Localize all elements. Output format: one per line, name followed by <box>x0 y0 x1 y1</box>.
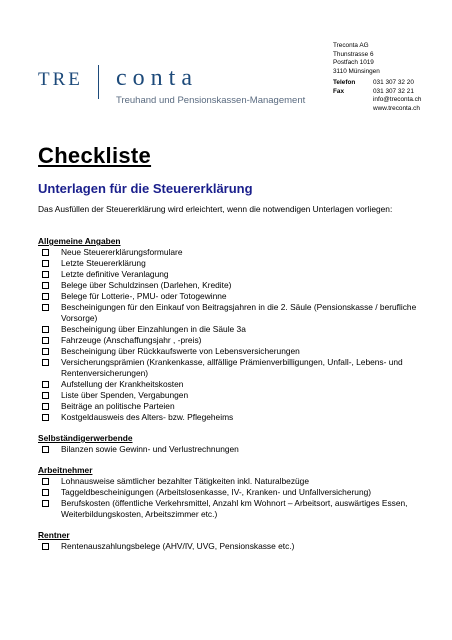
checklist-item-text: Bescheinigung über Rückkaufswerte von Lebensversicherungen <box>61 346 300 356</box>
company-address <box>333 42 380 76</box>
checkbox-icon[interactable] <box>42 282 49 289</box>
checklist-item-text: Versicherungsprämien (Krankenkasse, allfällige Prämienverbilligungen, Unfall-, Lebens- und Rentenversicherungen) <box>61 357 403 378</box>
contact-label <box>333 96 373 105</box>
checklist-item-text: Berufskosten (öffentliche Verkehrsmittel, Anzahl km Wohnort – Arbeitsort, auswärtiges Essen, Weiterbildungskosten, Arbeitszimmer etc.) <box>61 498 408 519</box>
logo-text-tre: TRE <box>38 69 83 90</box>
checklist-item-text: Fahrzeuge (Anschaffungsjahr , -preis) <box>61 335 202 345</box>
checklist-item <box>38 258 438 269</box>
checklist-item-text: Bescheinigung über Einzahlungen in die Säule 3a <box>61 324 246 334</box>
checklist-item <box>38 390 438 401</box>
checklist-item <box>38 302 438 324</box>
section-title: Arbeitnehmer <box>38 465 93 475</box>
checklist-item-text: Bescheinigungen für den Einkauf von Beitragsjahren in die 2. Säule (Pensionskasse / berufliche Vorsorge) <box>61 302 417 323</box>
contact-value[interactable]: info@treconta.ch <box>373 96 422 103</box>
section-title: Selbständigerwerbende <box>38 433 133 443</box>
address-line: Postfach 1019 <box>333 59 374 66</box>
address-line: 3110 Münsingen <box>333 67 380 75</box>
checklist-item-text: Liste über Spenden, Vergabungen <box>61 390 189 400</box>
address-line: Thunstrasse 6 <box>333 50 374 58</box>
page-subtitle: Unterlagen für die Steuererklärung <box>38 181 253 196</box>
intro-text: Das Ausfüllen der Steuererklärung wird erleichtert, wenn die notwendigen Unterlagen vorliegen: <box>38 204 393 214</box>
checkbox-icon[interactable] <box>42 392 49 399</box>
checklist-item <box>38 444 438 455</box>
contact-value[interactable]: www.treconta.ch <box>373 104 420 112</box>
section-title: Rentner <box>38 530 70 540</box>
checklist-item <box>38 357 438 379</box>
checklist-item <box>38 401 438 412</box>
checkbox-icon[interactable] <box>42 337 49 344</box>
checklist-item <box>38 269 438 280</box>
contact-label: Telefon <box>333 79 356 86</box>
checklist-item <box>38 324 438 335</box>
checklist-item <box>38 412 438 423</box>
checklist-item <box>38 291 438 302</box>
checklist-section <box>38 476 438 520</box>
checklist-item-text: Aufstellung der Krankheitskosten <box>61 379 184 389</box>
checkbox-icon[interactable] <box>42 446 49 453</box>
checkbox-icon[interactable] <box>42 478 49 485</box>
checkbox-icon[interactable] <box>42 359 49 366</box>
logo-divider <box>98 65 99 99</box>
checklist-item <box>38 498 438 520</box>
logo-text-conta: conta <box>116 65 198 91</box>
checkbox-icon[interactable] <box>42 249 49 256</box>
checkbox-icon[interactable] <box>42 304 49 311</box>
contact-row <box>333 105 421 114</box>
checkbox-icon[interactable] <box>42 271 49 278</box>
checklist-item <box>38 280 438 291</box>
checklist-item <box>38 541 438 552</box>
checklist-item-text: Lohnausweise sämtlicher bezahlter Tätigkeiten inkl. Naturalbezüge <box>61 476 309 486</box>
address-line: Treconta AG <box>333 42 369 49</box>
checklist-item-text: Neue Steuererklärungsformulare <box>61 247 183 257</box>
checkbox-icon[interactable] <box>42 326 49 333</box>
page-title: Checkliste <box>38 143 152 168</box>
contact-value: 031 307 32 21 <box>373 87 414 95</box>
checkbox-icon[interactable] <box>42 403 49 410</box>
checkbox-icon[interactable] <box>42 543 49 550</box>
checklist-item-text: Rentenauszahlungsbelege (AHV/IV, UVG, Pensionskasse etc.) <box>61 541 295 551</box>
checklist-item-text: Taggeldbescheinigungen (Arbeitslosenkasse, IV-, Kranken- und Unfallversicherung) <box>61 487 372 497</box>
logo-tagline: Treuhand und Pensionskassen-Management <box>116 95 306 106</box>
checklist-item <box>38 487 438 498</box>
checklist-item-text: Letzte definitive Veranlagung <box>61 269 169 279</box>
section-title: Allgemeine Angaben <box>38 236 121 246</box>
checkbox-icon[interactable] <box>42 260 49 267</box>
contact-row <box>333 96 421 105</box>
checkbox-icon[interactable] <box>42 500 49 507</box>
contact-label: Fax <box>333 87 345 95</box>
contact-row <box>333 88 421 97</box>
checkbox-icon[interactable] <box>42 348 49 355</box>
checklist-item-text: Bilanzen sowie Gewinn- und Verlustrechnungen <box>61 444 239 454</box>
contact-row <box>333 79 421 88</box>
checklist-item <box>38 379 438 390</box>
checkbox-icon[interactable] <box>42 293 49 300</box>
checklist-item-text: Belege über Schuldzinsen (Darlehen, Kredite) <box>61 280 232 290</box>
contact-label <box>333 105 373 114</box>
checklist-item <box>38 476 438 487</box>
checklist <box>38 236 438 562</box>
checklist-item <box>38 346 438 357</box>
checklist-item-text: Kostgeldausweis des Alters- bzw. Pflegeheims <box>61 412 234 422</box>
checklist-item <box>38 247 438 258</box>
company-contact <box>333 79 421 113</box>
checkbox-icon[interactable] <box>42 414 49 421</box>
checklist-item-text: Belege für Lotterie-, PMU- oder Totogewinne <box>61 291 227 301</box>
checklist-section <box>38 247 438 423</box>
checkbox-icon[interactable] <box>42 489 49 496</box>
contact-value: 031 307 32 20 <box>373 79 414 86</box>
checklist-item-text: Beiträge an politische Parteien <box>61 401 175 411</box>
checkbox-icon[interactable] <box>42 381 49 388</box>
checklist-section <box>38 541 438 552</box>
checklist-item-text: Letzte Steuererklärung <box>61 258 146 268</box>
treconta-logo <box>38 63 306 113</box>
checklist-section <box>38 444 438 455</box>
checklist-item <box>38 335 438 346</box>
